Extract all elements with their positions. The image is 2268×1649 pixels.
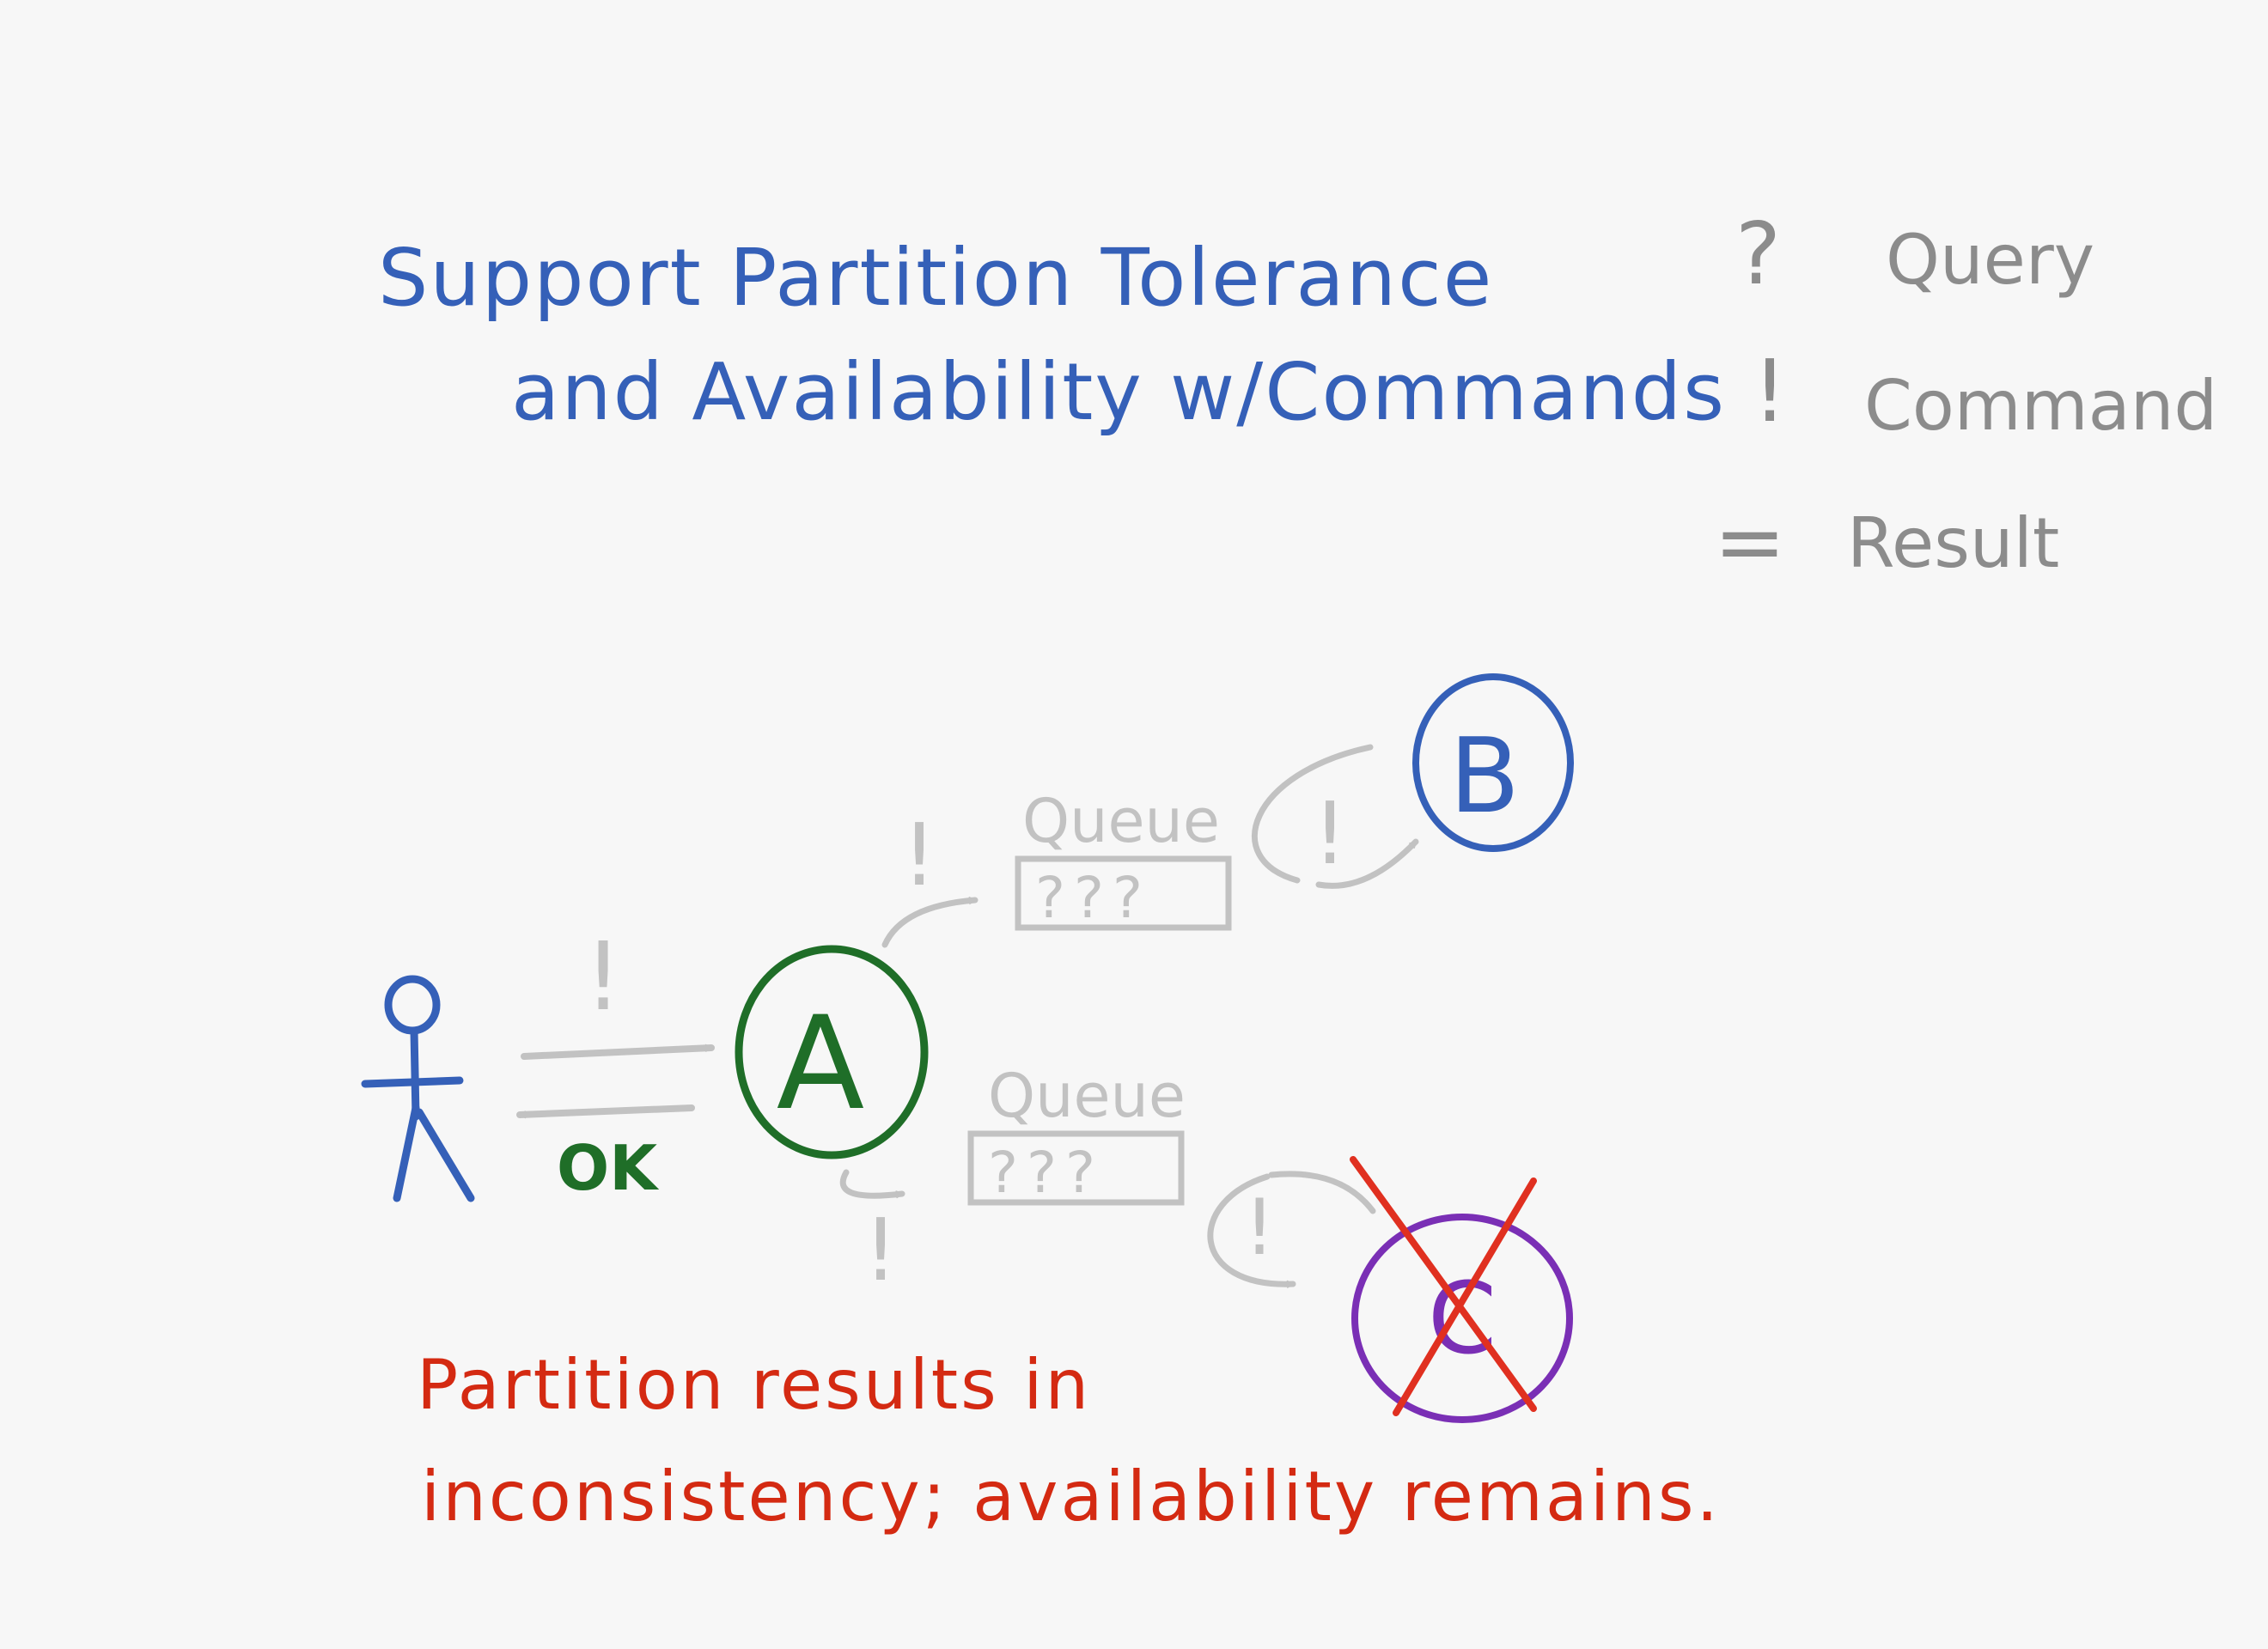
- queue-c-contents: ???: [988, 1140, 1105, 1206]
- queue-b-contents: ???: [1035, 865, 1152, 931]
- client-command-symbol: !: [584, 922, 623, 1031]
- path-to-c: [843, 1061, 1373, 1300]
- client-result-ok: OK: [557, 1132, 657, 1204]
- cmd-queue-c-to-c: !: [1244, 1183, 1276, 1273]
- a-to-client-arrow: [520, 1108, 692, 1115]
- legend: [1714, 204, 2217, 592]
- arrow-a-to-queue-c: [843, 1172, 902, 1196]
- node-c: [1353, 1159, 1570, 1420]
- cmd-a-to-queue-b: !: [902, 805, 937, 905]
- caption-line-2: inconsistency; availability remains.: [421, 1457, 1721, 1536]
- client-arms: [365, 1080, 460, 1084]
- legend-query-symbol: ?: [1735, 204, 1782, 304]
- arrow-a-to-queue-b: [885, 900, 975, 945]
- client-head: [388, 979, 436, 1031]
- legend-result-label: Result: [1847, 503, 2060, 583]
- node-a: [739, 949, 924, 1155]
- client-legs: [397, 1108, 471, 1198]
- legend-command-label: Command: [1864, 366, 2218, 446]
- client-a-exchange: [520, 922, 711, 1204]
- queue-b-label: Queue: [1022, 786, 1220, 856]
- path-to-b: [885, 747, 1416, 945]
- queue-c-outflow-curve: [1271, 1174, 1373, 1211]
- legend-query-label: Query: [1886, 220, 2095, 300]
- node-a-label: A: [776, 989, 865, 1139]
- cmd-queue-b-to-b: !: [1313, 783, 1348, 884]
- queue-c-label: Queue: [988, 1061, 1186, 1131]
- client-stick-figure-icon: [365, 979, 471, 1198]
- node-b-label: B: [1448, 717, 1521, 837]
- legend-result-symbol: =: [1714, 491, 1786, 592]
- title-line-1: Support Partition Tolerance: [378, 232, 1494, 324]
- caption-line-1: Partition results in: [417, 1345, 1092, 1425]
- title-line-2: and Availability w/Commands: [511, 346, 1727, 438]
- node-c-label: C: [1427, 1262, 1497, 1377]
- legend-command-symbol: !: [1753, 341, 1788, 441]
- client-to-a-arrow: [524, 1048, 711, 1056]
- cmd-a-to-queue-c: !: [863, 1200, 899, 1300]
- client-body: [414, 1031, 416, 1117]
- node-b: [1416, 677, 1570, 849]
